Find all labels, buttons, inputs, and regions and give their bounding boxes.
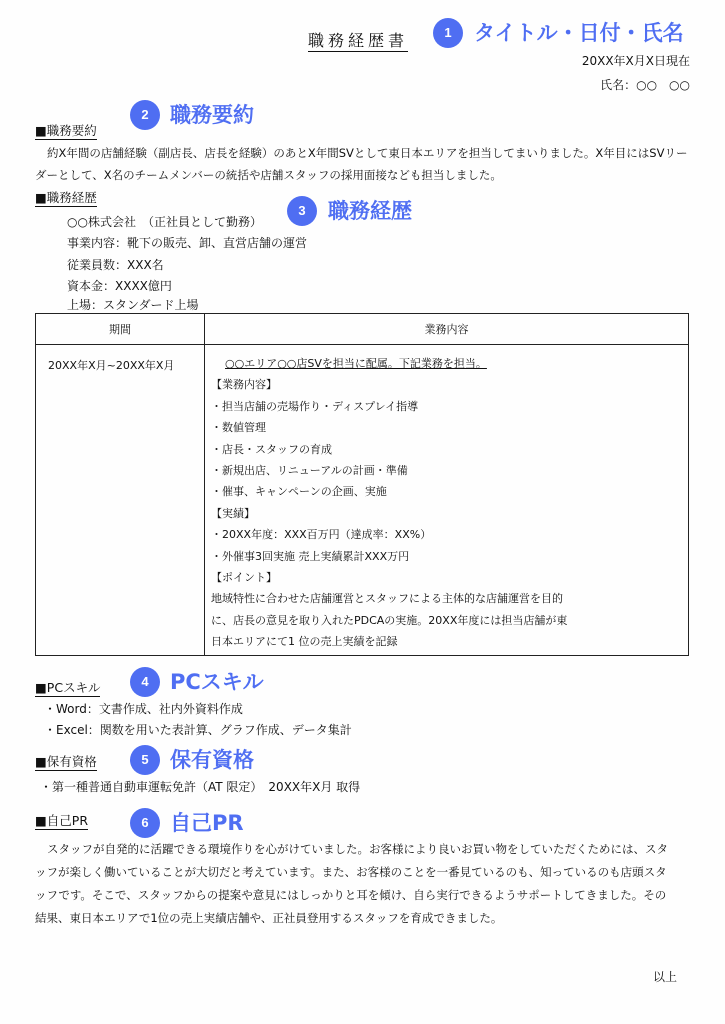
summary-heading: ■職務要約	[35, 123, 97, 138]
qual-item: ・第一種普通自動車運転免許（AT 限定） 20XX年X月 取得	[40, 780, 361, 794]
column-content: 業務内容	[205, 314, 689, 345]
content-line: ・外催事3回実施 売上実績累計XXX万円	[211, 549, 410, 563]
applicant-name: 氏名：○○ ○○	[600, 78, 690, 92]
career-heading: ■職務経歴	[35, 190, 97, 205]
content-line: ○○エリア○○店SVを担当に配属。下記業務を担当。	[225, 357, 487, 370]
callout-label-qual: 保有資格	[170, 748, 254, 772]
pc-item-excel: ・Excel：関数を用いた表計算、グラフ作成、データ集計	[44, 723, 352, 737]
column-period: 期間	[36, 314, 205, 345]
document-date: 20XX年X月X日現在	[581, 54, 690, 68]
pc-heading: ■PCスキル	[35, 680, 101, 695]
content-cell	[205, 345, 689, 656]
callout-label-career: 職務経歴	[328, 199, 412, 223]
content-line: 地域特性に合わせた店舗運営とスタッフによる主体的な店舗運営を目的	[211, 592, 563, 606]
content-line: 【業務内容】	[211, 378, 277, 392]
callout-badge-2: 2	[130, 100, 160, 130]
pc-item-word: ・Word：文書作成、社内外資料作成	[44, 702, 243, 716]
pr-text: スタッフが自発的に活躍できる環境作りを心がけていました。お客様により良いお買い物をしていただくためには、スタッフが楽しく働いていることが大切だと考えています。また、お客様のことを一番見ているのも、知っているのも店頭スタッフです。そこで、スタッフからの提案や意見にはしっかりと耳を傾け、自ら実行できるようサポートしてきました。その結果、東日本エリアで1位の売上実績店舗や、正社員登用するスタッフを育成できました。	[35, 842, 668, 925]
callout-label-pr: 自己PR	[170, 811, 244, 835]
callout-badge-6: 6	[130, 808, 160, 838]
company-listing: 上場：スタンダード上場	[67, 298, 199, 312]
qual-heading: ■保有資格	[35, 754, 97, 769]
content-line: 日本エリアにて1 位の売上実績を記録	[211, 635, 398, 649]
callout-badge-4: 4	[130, 667, 160, 697]
document-title: 職務経歴書	[308, 31, 409, 50]
content-line: ・担当店舗の売場作り・ディスプレイ指導	[211, 399, 419, 413]
company-employees: 従業員数：XXX名	[67, 258, 164, 272]
content-line: ・数値管理	[211, 421, 266, 435]
table-row	[36, 345, 689, 656]
company-capital: 資本金：XXXX億円	[67, 279, 172, 293]
callout-label-summary: 職務要約	[170, 103, 254, 127]
content-line: ・店長・スタッフの育成	[211, 442, 332, 456]
table-header-row	[36, 314, 689, 345]
pr-heading: ■自己PR	[35, 813, 89, 828]
callout-badge-3: 3	[287, 196, 317, 226]
content-line: 【ポイント】	[211, 571, 277, 585]
content-line: 【実績】	[211, 506, 255, 520]
summary-text: 約X年間の店舗経験（副店長、店長を経験）のあとX年間SVとして東日本エリアを担当してまいりました。X年目にはSVリーダーとして、X名のチームメンバーの統括や店舗スタッフの採用面接なども担当しました。	[35, 146, 688, 182]
end-mark: 以上	[652, 970, 677, 984]
content-line: ・催事、キャンペーンの企画、実施	[211, 485, 387, 499]
content-line: ・新規出店、リニューアルの計画・準備	[211, 464, 408, 478]
period-cell: 20XX年X月~20XX年X月	[36, 345, 205, 656]
callout-label-title: タイトル・日付・氏名	[474, 21, 684, 45]
content-line: ・20XX年度：XXX百万円（達成率：XX%）	[211, 528, 432, 542]
company-name: ○○株式会社 （正社員として勤務）	[67, 215, 262, 229]
career-table	[35, 313, 689, 656]
content-line: に、店長の意見を取り入れたPDCAの実施。20XX年度には担当店舗が東	[211, 613, 568, 627]
company-business: 事業内容：靴下の販売、卸、直営店舗の運営	[67, 236, 308, 250]
callout-label-pc: PCスキル	[170, 670, 264, 694]
callout-badge-5: 5	[130, 745, 160, 775]
callout-badge-1: 1	[433, 18, 463, 48]
